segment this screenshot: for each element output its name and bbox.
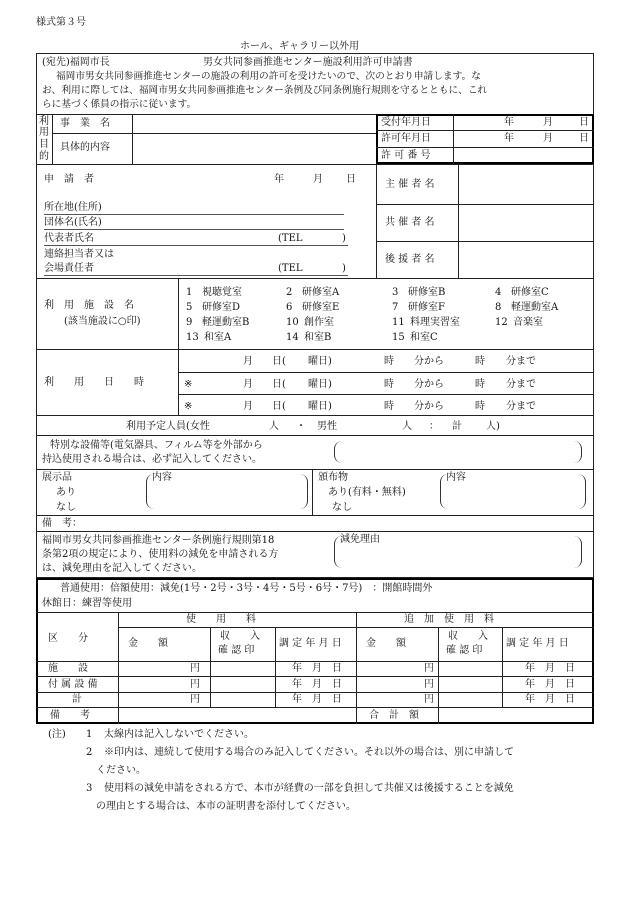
facility-room-name: 研修室F xyxy=(408,302,445,313)
note-3-text-cont: の理由とする場合は、本市の証明書を添付してください。 xyxy=(96,801,356,812)
form-title: 男女共同参画推進センター施設利用許可申請書 xyxy=(203,57,413,68)
reduction-line-3: は、減免理由を記入してください。 xyxy=(42,563,202,574)
contact-label-1: 連絡担当者又は xyxy=(44,249,114,260)
intro-line-2: お、利用に際しては、福岡市男女共同参画推進センター条例及び同条例施行規則を守るとともに、これ xyxy=(42,85,488,96)
note-1-num: 1 xyxy=(86,729,93,740)
date-row-3-field[interactable] xyxy=(179,395,593,416)
received-year: 年 xyxy=(504,117,514,128)
facility-room-name: 研修室E xyxy=(302,302,340,313)
rep-tel-close: ) xyxy=(342,233,346,244)
remarks-label: 備 考： xyxy=(42,518,82,529)
facility-room-option[interactable] xyxy=(495,302,558,314)
organizer-field[interactable] xyxy=(459,165,593,203)
facility-room-option[interactable] xyxy=(286,287,339,299)
fee-usage-yen: 円 xyxy=(190,663,200,674)
date-row-1-part: 分まで xyxy=(506,356,536,367)
handout-content-label: 内容 xyxy=(446,472,466,483)
handout-label: 頒布物 xyxy=(318,472,348,483)
date-mark-3: ※ xyxy=(184,401,193,412)
facility-room-number: 1 xyxy=(186,287,193,298)
content-label: 具体的内容 xyxy=(60,142,110,153)
facility-room-name: 視聴覚室 xyxy=(202,287,242,298)
reduction-line-2: 条第2項の規定により、使用料の減免を申請される方 xyxy=(42,549,279,560)
fee-row-label: 付 属 設 備 xyxy=(48,679,98,690)
purpose-side-1: 利 xyxy=(39,116,49,127)
date-row-2-part: 時 xyxy=(475,379,485,390)
extra-adjust-header: 調 定 年 月 日 xyxy=(506,638,569,649)
received-day: 日 xyxy=(579,117,589,128)
facility-room-option[interactable] xyxy=(286,302,339,314)
exhibit-no: なし xyxy=(56,502,76,513)
date-row-2-part: 月 xyxy=(243,379,253,390)
closed-line: 休館日：練習等使用 xyxy=(42,598,132,609)
attendance-end: 人) xyxy=(486,421,500,432)
received-date-label: 受付年月日 xyxy=(381,117,431,128)
fees-remarks-label: 備 考 xyxy=(50,710,90,721)
extra-receipt-header-1: 収 入 xyxy=(448,631,488,642)
handout-yes: あり(有料・無料) xyxy=(328,487,406,498)
date-row-3-part: 時 xyxy=(384,401,394,412)
usage-receipt-header-2: 確 認 印 xyxy=(218,645,255,656)
date-row-3-part: 曜日) xyxy=(308,401,332,412)
permitted-month: 月 xyxy=(543,133,553,144)
facility-room-option[interactable] xyxy=(392,332,438,344)
date-row-2-field[interactable] xyxy=(179,373,593,394)
attendance-dot: ・ xyxy=(296,421,306,432)
fee-row-label: 計 xyxy=(72,694,82,705)
facility-label: 利 用 施 設 名 xyxy=(44,300,134,311)
facility-room-option[interactable] xyxy=(286,317,334,329)
facility-room-number: 8 xyxy=(495,302,502,313)
rep-tel: (TEL xyxy=(278,233,303,244)
fee-extra-date: 年 月 日 xyxy=(525,694,575,705)
contact-tel-close: ) xyxy=(342,263,346,274)
purpose-side-2: 用 xyxy=(39,127,49,138)
date-row-3-part: 分から xyxy=(414,401,444,412)
handout-no: なし xyxy=(332,502,352,513)
permitted-date-label: 許可年月日 xyxy=(381,133,431,144)
facility-room-option[interactable] xyxy=(392,287,445,299)
intro-line-1: 福岡市男女共同参画推進センターの施設の利用の許可を受けたいので、次のとおり申請します。な xyxy=(56,71,481,82)
date-row-1-field[interactable] xyxy=(179,350,593,371)
date-row-1-part: 時 xyxy=(384,356,394,367)
attendance-unit-2: 人 xyxy=(402,421,412,432)
facility-room-option[interactable] xyxy=(286,332,331,344)
supporter-field[interactable] xyxy=(459,242,593,277)
co-organizer-label: 共 催 者 名 xyxy=(385,217,435,228)
date-row-2-part: 時 xyxy=(384,379,394,390)
received-month: 月 xyxy=(543,117,553,128)
facility-room-number: 11 xyxy=(392,317,405,328)
date-row-3-part: 月 xyxy=(243,401,253,412)
date-row-1-part: 曜日) xyxy=(308,356,332,367)
dates-label: 利 用 日 時 xyxy=(44,377,144,388)
reduction-reason-label: 減免理由 xyxy=(340,534,380,545)
fees-extra-header: 追 加 使 用 料 xyxy=(404,614,494,625)
note-2-num: 2 xyxy=(86,747,93,758)
facility-room-name: 研修室A xyxy=(302,287,340,298)
fee-usage-date: 年 月 日 xyxy=(292,694,342,705)
applicant-label: 申 請 者 xyxy=(44,174,94,185)
intro-line-3: らに基づく係員の指示に従います。 xyxy=(42,99,197,110)
applicant-day: 日 xyxy=(346,174,356,185)
fees-usage-header: 使 用 料 xyxy=(186,614,256,625)
purpose-side-3: 目 xyxy=(39,139,49,150)
fee-usage-date: 年 月 日 xyxy=(292,679,342,690)
facility-room-number: 10 xyxy=(286,317,299,328)
note-1-text: 太線内は記入しないでください。 xyxy=(104,729,254,740)
facility-room-number: 2 xyxy=(286,287,293,298)
date-mark-2: ※ xyxy=(184,379,193,390)
facility-room-name: 和室A xyxy=(204,332,232,343)
supporter-label: 後 援 者 名 xyxy=(385,254,435,265)
facility-room-number: 12 xyxy=(495,317,508,328)
fee-extra-date: 年 月 日 xyxy=(525,663,575,674)
date-row-3-part: 分まで xyxy=(506,401,536,412)
facility-room-option[interactable] xyxy=(186,287,242,299)
addressee: (宛先)福岡市長 xyxy=(42,57,110,68)
date-row-2-part: 分まで xyxy=(506,379,536,390)
note-3-text: 使用料の減免申請をされる方で、本市が経費の一部を負担して共催又は後援することを減免 xyxy=(104,783,514,794)
content-field[interactable] xyxy=(133,134,375,163)
facility-room-option[interactable] xyxy=(392,317,460,329)
facility-room-number: 14 xyxy=(286,332,299,343)
facility-room-number: 15 xyxy=(392,332,405,343)
fees-category-header: 区 分 xyxy=(48,633,88,644)
facility-room-name: 研修室B xyxy=(408,287,446,298)
facility-room-number: 13 xyxy=(186,332,199,343)
note-2-text: ※印内は、連続して使用する場合のみ記入してください。それ以外の場合は、別に申請して xyxy=(104,747,514,758)
reduction-line-1: 福岡市男女共同参画推進センター条例施行規則第18 xyxy=(42,535,275,546)
date-row-1-part: 時 xyxy=(475,356,485,367)
date-row-2-part: 曜日) xyxy=(308,379,332,390)
organizer-label: 主 催 者 名 xyxy=(385,179,435,190)
facility-room-option[interactable] xyxy=(495,317,543,329)
form-number: 様式第３号 xyxy=(36,17,86,28)
fee-extra-date: 年 月 日 xyxy=(525,679,575,690)
note-2-text-cont: ください。 xyxy=(96,765,146,776)
facility-room-name: 研修室D xyxy=(202,302,241,313)
facility-room-name: 料理実習室 xyxy=(410,317,460,328)
form-subtitle: ホール、ギャラリー以外用 xyxy=(240,41,359,52)
equipment-line-1: 特別な設備等(電気器具、フィルム等を外部から xyxy=(50,440,263,451)
facility-room-name: 創作室 xyxy=(304,317,334,328)
exhibit-label: 展示品 xyxy=(42,472,72,483)
extra-amount-header: 金 額 xyxy=(366,638,406,649)
facility-room-option[interactable] xyxy=(186,332,231,344)
fee-extra-yen: 円 xyxy=(424,694,434,705)
date-row-3-part: 日( xyxy=(272,401,286,412)
permit-number-label: 許 可 番 号 xyxy=(381,150,431,161)
facility-room-number: 3 xyxy=(392,287,399,298)
extra-receipt-header-2: 確 認 印 xyxy=(446,645,483,656)
fee-extra-yen: 円 xyxy=(424,679,434,690)
facility-room-option[interactable] xyxy=(186,302,240,314)
facility-room-name: 軽運動室B xyxy=(202,317,250,328)
date-row-1-part: 分から xyxy=(414,356,444,367)
fees-total-label: 合 計 額 xyxy=(369,710,419,721)
event-name-field[interactable] xyxy=(133,115,375,132)
fee-usage-yen: 円 xyxy=(190,679,200,690)
notes-head: (注) xyxy=(48,729,66,740)
facility-room-name: 和室B xyxy=(304,332,332,343)
facility-note: (該当施設に○印) xyxy=(64,316,141,327)
date-row-3-part: 時 xyxy=(475,401,485,412)
event-name-label: 事 業 名 xyxy=(60,118,110,129)
attendance-male: 男性 xyxy=(317,421,337,432)
exhibit-yes: あり xyxy=(56,487,76,498)
facility-room-option[interactable] xyxy=(392,302,445,314)
exhibit-content-label: 内容 xyxy=(152,472,172,483)
applicant-year: 年 xyxy=(274,174,284,185)
date-row-1-part: 日( xyxy=(272,356,286,367)
fee-row-label: 施 設 xyxy=(48,663,88,674)
facility-room-number: 5 xyxy=(186,302,193,313)
usage-receipt-header-1: 収 入 xyxy=(220,631,260,642)
facility-room-name: 和室C xyxy=(410,332,438,343)
contact-label-2: 会場責任者 xyxy=(44,263,94,274)
facility-room-number: 9 xyxy=(186,317,193,328)
facility-room-name: 研修室C xyxy=(511,287,549,298)
facility-room-option[interactable] xyxy=(495,287,549,299)
fee-extra-yen: 円 xyxy=(424,663,434,674)
co-organizer-field[interactable] xyxy=(459,205,593,240)
org-label: 団体名(氏名) xyxy=(44,217,102,228)
purpose-side-4: 的 xyxy=(39,151,49,162)
fee-usage-date: 年 月 日 xyxy=(292,663,342,674)
facility-room-number: 4 xyxy=(495,287,502,298)
equipment-line-2: 持込使用される場合は、必ず記入してください。 xyxy=(42,454,262,465)
date-row-2-part: 分から xyxy=(414,379,444,390)
attendance-unit-1: 人 xyxy=(269,421,279,432)
note-3-num: 3 xyxy=(86,783,93,794)
rep-label: 代表者氏名 xyxy=(44,233,94,244)
facility-room-name: 音楽室 xyxy=(513,317,543,328)
attendance-total: 計 xyxy=(452,421,462,432)
address-label: 所在地(住所) xyxy=(44,202,102,213)
permitted-day: 日 xyxy=(579,133,589,144)
attendance-colon: ： xyxy=(429,421,439,432)
permitted-year: 年 xyxy=(504,133,514,144)
equipment-field[interactable] xyxy=(334,441,582,463)
date-row-1-part: 月 xyxy=(243,356,253,367)
facility-room-number: 7 xyxy=(392,302,399,313)
date-row-2-part: 日( xyxy=(272,379,286,390)
attendance-female: 利用予定人員(女性 xyxy=(126,421,210,432)
applicant-month: 月 xyxy=(313,174,323,185)
usage-line: 普通使用：倍額使用：減免(1号・2号・3号・4号・5号・6号・7号) ：開館時間外 xyxy=(60,583,433,594)
usage-adjust-header: 調 定 年 月 日 xyxy=(279,638,342,649)
fee-usage-yen: 円 xyxy=(190,694,200,705)
contact-tel: (TEL xyxy=(278,263,303,274)
facility-room-option[interactable] xyxy=(186,317,249,329)
facility-room-name: 軽運動室A xyxy=(511,302,559,313)
usage-amount-header: 金 額 xyxy=(128,638,168,649)
facility-room-number: 6 xyxy=(286,302,293,313)
